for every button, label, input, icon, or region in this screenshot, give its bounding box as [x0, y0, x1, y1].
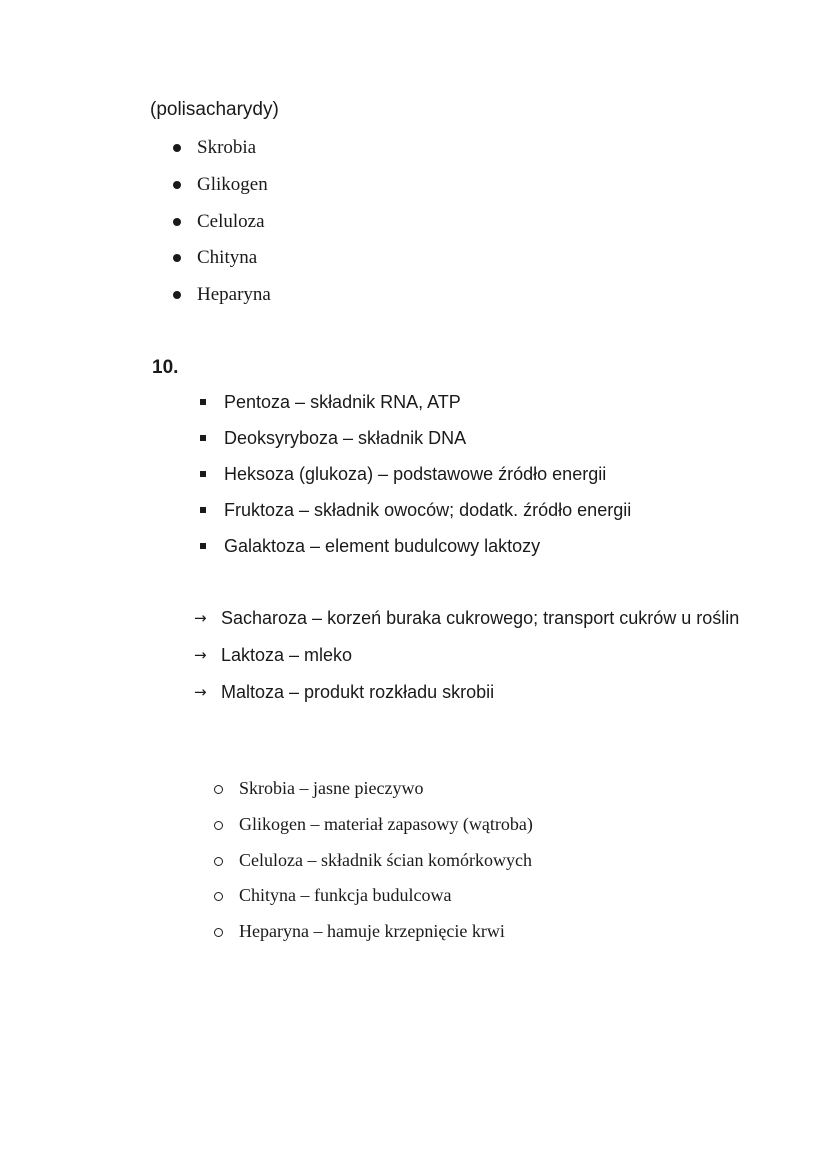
list-item-text: Glikogen – materiał zapasowy (wątroba): [239, 813, 533, 834]
section-heading: (polisacharydy): [150, 99, 279, 120]
list-item-text: Chityna: [197, 247, 258, 269]
list-item: [212, 812, 533, 848]
circle-bullet-icon: [214, 928, 223, 937]
list-item: [194, 606, 754, 630]
question-number: 10.: [152, 357, 179, 378]
polysaccharide-list: [171, 136, 271, 320]
list-item: [198, 534, 631, 570]
bullet-dot-icon: [173, 218, 181, 226]
monosaccharide-list: [198, 390, 631, 570]
square-bullet-icon: [200, 435, 206, 441]
bullet-dot-icon: [173, 254, 181, 262]
square-bullet-icon: [200, 507, 206, 513]
list-item: [194, 680, 754, 704]
list-item-text: Maltoza – produkt rozkładu skrobii: [221, 682, 495, 702]
circle-bullet-icon: [214, 785, 223, 794]
list-item-text: Heparyna: [197, 284, 271, 306]
list-item: [198, 426, 631, 462]
list-item: [212, 883, 533, 919]
list-item: [171, 283, 271, 320]
list-item: [212, 776, 533, 812]
list-item-text: Glikogen: [197, 173, 268, 195]
list-item-text: Skrobia – jasne pieczywo: [239, 778, 424, 798]
list-item-text: Heparyna – hamuje krzepnięcie krwi: [239, 921, 505, 942]
list-item: [194, 643, 754, 667]
list-item-text: Celuloza – składnik ścian komórkowych: [239, 849, 532, 870]
list-item: [212, 919, 533, 955]
list-item-text: Galaktoza – element budulcowy laktozy: [224, 536, 541, 556]
list-item: [198, 462, 631, 498]
list-item-text: Sacharoza – korzeń buraka cukrowego; transport cukrów u roślin: [221, 608, 740, 628]
list-item: [171, 210, 271, 247]
list-item: [171, 173, 271, 210]
list-item: [198, 498, 631, 534]
circle-bullet-icon: [214, 857, 223, 866]
arrow-right-icon: →: [194, 646, 207, 664]
list-item: [171, 246, 271, 283]
disaccharide-list: [194, 606, 754, 717]
square-bullet-icon: [200, 471, 206, 477]
square-bullet-icon: [200, 399, 206, 405]
circle-bullet-icon: [214, 821, 223, 830]
list-item-text: Celuloza: [197, 210, 265, 232]
list-item-text: Heksoza (glukoza) – podstawowe źródło energii: [224, 464, 607, 484]
list-item: [198, 390, 631, 426]
list-item-text: Chityna – funkcja budulcowa: [239, 885, 452, 906]
list-item-text: Skrobia: [197, 137, 257, 158]
list-item: [212, 848, 533, 884]
list-item: [171, 136, 271, 173]
bullet-dot-icon: [173, 181, 181, 189]
arrow-right-icon: →: [194, 683, 207, 701]
list-item-text: Pentoza – składnik RNA, ATP: [224, 392, 461, 412]
arrow-right-icon: →: [194, 609, 207, 627]
square-bullet-icon: [200, 543, 206, 549]
list-item-text: Laktoza – mleko: [221, 645, 353, 665]
list-item-text: Fruktoza – składnik owoców; dodatk. źródło energii: [224, 500, 632, 520]
polysaccharide-function-list: [212, 776, 533, 955]
circle-bullet-icon: [214, 892, 223, 901]
list-item-text: Deoksyryboza – składnik DNA: [224, 428, 467, 448]
bullet-dot-icon: [173, 144, 181, 152]
bullet-dot-icon: [173, 291, 181, 299]
